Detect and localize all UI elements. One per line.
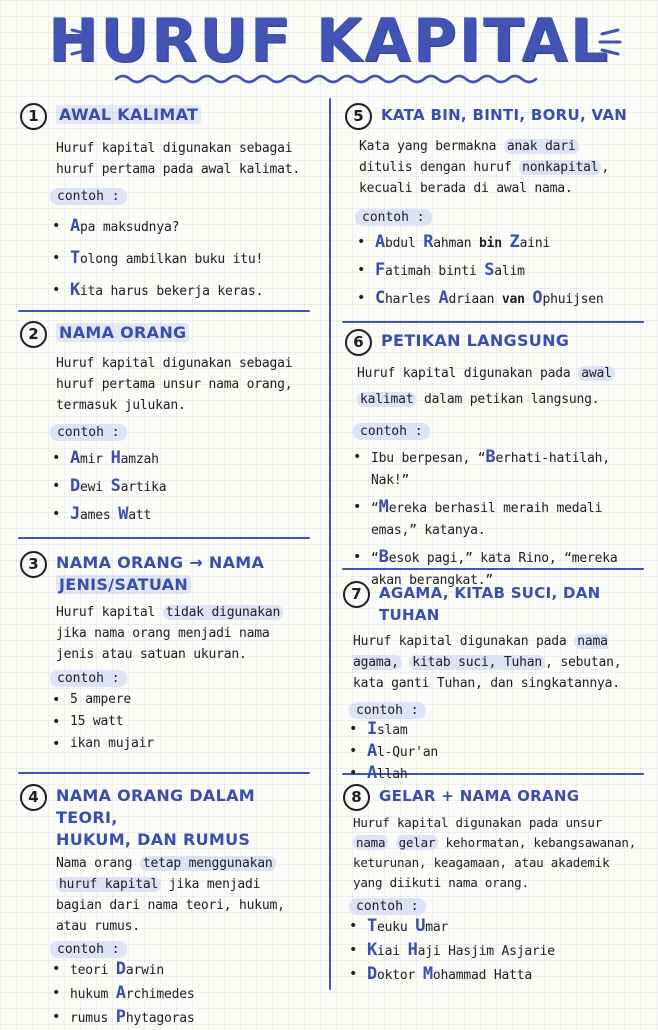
list-item: • ikan mujair [50, 733, 320, 755]
section-divider [342, 321, 644, 323]
section-title: NAMA ORANG DALAM TEORI, [56, 786, 256, 827]
list-item: • Charles Adriaan van Ophuijsen [355, 285, 650, 313]
list-item: • “Besok pagi,” kata Rino, “mereka akan berangkat.” [351, 546, 643, 592]
section-title: GELAR + NAMA ORANG [379, 787, 580, 805]
contoh-label: contoh : [50, 188, 127, 205]
section-awal-kalimat [20, 104, 320, 307]
sparkle-icon [594, 22, 622, 62]
section-description: Nama orang tetap menggunakan huruf kapital jika menjadi bagian dari nama teori, hukum, atau rumus. [56, 856, 285, 934]
list-item: • Apa maksudnya? [50, 211, 320, 243]
section-bin-binti [345, 104, 650, 313]
section-title: AGAMA, KITAB SUCI, DAN TUHAN [379, 584, 601, 624]
section-title-line2: JENIS/SATUAN [56, 575, 191, 594]
section-description: Huruf kapital digunakan pada unsur nama gelar kehormatan, kebangsawanan, keturunan, keagamaan, atau akademik yang diikuti nama orang. [353, 815, 637, 890]
list-item: • Doktor Mohammad Hatta [347, 963, 651, 987]
section-divider [18, 310, 310, 312]
list-item: • Fatimah binti Salim [355, 257, 650, 285]
section-divider [18, 537, 310, 539]
contoh-label: contoh : [349, 898, 426, 915]
list-item: • Al-Qur'an [347, 741, 651, 763]
list-item: • 15 watt [50, 711, 320, 733]
section-number: 4 [20, 784, 47, 811]
title-squiggle-underline [114, 72, 546, 86]
section-title: PETIKAN LANGSUNG [381, 331, 570, 350]
contoh-label: contoh : [353, 423, 430, 440]
title-area [0, 0, 658, 92]
list-item: • 5 ampere [50, 689, 320, 711]
section-number: 1 [20, 103, 47, 130]
list-item: • “Mereka berhasil meraih medali emas,” katanya. [351, 496, 643, 542]
section-description: Huruf kapital digunakan pada nama agama, kitab suci, Tuhan , sebutan, kata ganti Tuhan, dan singkatannya. [353, 634, 622, 691]
contoh-label: contoh : [50, 941, 127, 958]
contoh-label: contoh : [50, 670, 127, 687]
list-item: • Kiai Haji Hasjim Asjarie [347, 939, 651, 963]
section-description: Huruf kapital digunakan sebagai huruf pertama unsur nama orang, termasuk julukan. [56, 356, 293, 413]
section-gelar-nama-orang [343, 785, 651, 987]
section-description: Kata yang bermakna anak dari ditulis dengan huruf nonkapital , kecuali berada di awal nama. [359, 139, 610, 196]
contoh-label: contoh : [355, 209, 432, 226]
list-item: • Abdul Rahman bin Zaini [355, 229, 650, 257]
section-petikan-langsung [345, 330, 650, 592]
section-description: Huruf kapital tidak digunakan jika nama orang menjadi nama jenis atau satuan ukuran. [56, 602, 306, 665]
list-item: • Teuku Umar [347, 915, 651, 939]
section-title: NAMA ORANG [56, 323, 189, 342]
list-item: • Allah [347, 763, 651, 785]
list-item: • Kita harus bekerja keras. [50, 275, 320, 307]
section-agama-kitab-tuhan [343, 582, 651, 785]
section-nama-jenis-satuan [20, 552, 320, 755]
list-item: • Tolong ambilkan buku itu! [50, 243, 320, 275]
section-number: 8 [343, 784, 370, 811]
list-item: • teori Darwin [50, 958, 320, 982]
section-title: KATA BIN, BINTI, BORU, VAN [381, 106, 628, 124]
section-title: NAMA ORANG → NAMA [56, 553, 265, 572]
column-divider [329, 98, 331, 990]
list-item: • rumus Phytagoras [50, 1006, 320, 1030]
section-number: 7 [343, 581, 370, 608]
contoh-label: contoh : [50, 424, 127, 441]
list-item: • Dewi Sartika [50, 473, 320, 501]
page-title: HURUF KAPITAL [48, 6, 610, 76]
contoh-label: contoh : [349, 702, 426, 719]
section-number: 3 [20, 551, 47, 578]
section-number: 5 [345, 103, 372, 130]
list-item: • Ibu berpesan, “Berhati-hatilah, Nak!” [351, 446, 643, 492]
section-divider [18, 772, 310, 774]
section-title: AWAL KALIMAT [56, 105, 201, 124]
section-nama-orang [20, 322, 320, 529]
section-title-line2: HUKUM, DAN RUMUS [56, 830, 251, 849]
list-item: • Islam [347, 719, 651, 741]
list-item: • Amir Hamzah [50, 445, 320, 473]
section-number: 2 [20, 321, 47, 348]
section-number: 6 [345, 329, 372, 356]
section-teori-hukum-rumus [20, 785, 320, 1030]
section-description: Huruf kapital digunakan pada awal kalimat dalam petikan langsung. [357, 361, 641, 413]
list-item: • James Watt [50, 501, 320, 529]
section-description: Huruf kapital digunakan sebagai huruf pertama pada awal kalimat. [56, 141, 301, 177]
list-item: • hukum Archimedes [50, 982, 320, 1006]
